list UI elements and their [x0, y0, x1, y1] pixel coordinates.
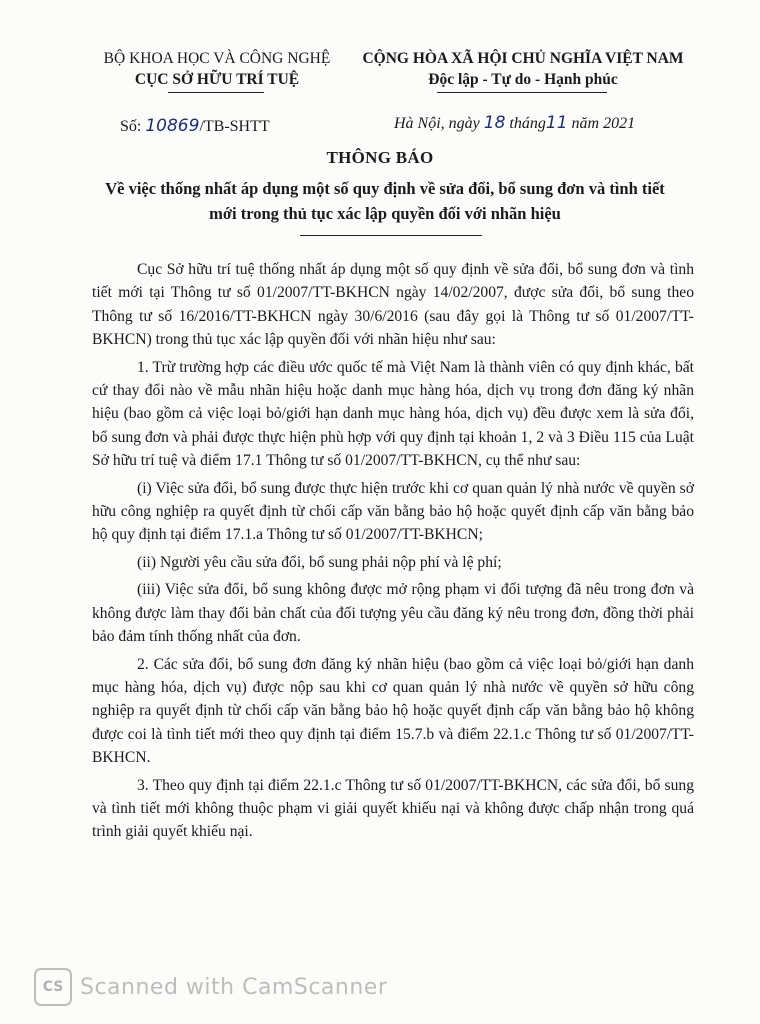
date-place: Hà Nội, ngày: [394, 115, 480, 132]
clause-1-item-iii: (iii) Việc sửa đổi, bổ sung không được mở rộng phạm vi đối tượng đã nêu trong đơn và không được làm thay đổi bản chất của đối tượng yêu cầu đăng ký nêu trong đơn, đồng thời phải bảo đảm tính thống nhất của đơn.: [92, 581, 694, 646]
national-motto: Độc lập - Tự do - Hạnh phúc: [428, 71, 618, 88]
clause-1-item-ii: (ii) Người yêu cầu sửa đổi, bổ sung phải nộp phí và lệ phí;: [137, 553, 502, 571]
clause-1-paragraph: 1. Trừ trường hợp các điều ước quốc tế mà Việt Nam là thành viên có quy định khác, bất cứ thay đổi nào về mẫu nhãn hiệu hoặc danh mục hàng hóa, dịch vụ trong đơn đăng ký nhãn hiệu (bao gồm cả việc loại bỏ/giới hạn danh mục hàng hóa, dịch vụ) đều được xem là sửa đổi, bổ sung đơn và phải được thực hiện phù hợp với quy định tại khoản 1, 2 và 3 Điều 115 của Luật Sở hữu trí tuệ và điểm 17.1 Thông tư số 01/2007/TT-BKHCN, cụ thể như sau:: [92, 358, 694, 470]
intro-paragraph: Cục Sở hữu trí tuệ thống nhất áp dụng một số quy định về sửa đổi, bổ sung đơn và tình tiết mới tại Thông tư số 01/2007/TT-BKHCN ngày 14/02/2007, được sửa đổi, bổ sung theo Thông tư số 16/2016/TT-BKHCN ngày 30/6/2016 (sau đây gọi là Thông tư số 01/2007/TT-BKHCN) trong thủ tục xác lập quyền đối với nhãn hiệu như sau:: [92, 261, 694, 349]
agency-name: CỤC SỞ HỮU TRÍ TUỆ: [134, 71, 300, 88]
clause-2-paragraph: 2. Các sửa đổi, bổ sung đơn đăng ký nhãn hiệu (bao gồm cả việc loại bỏ/giới hạn danh mục hàng hóa, dịch vụ) được nộp sau khi cơ quan quản lý nhà nước về quyền sở hữu công nghiệp ra quyết định từ chối cấp văn bằng bảo hộ hoặc quyết định cấp văn bằng bảo hộ không được coi là tình tiết mới theo quy định tại điểm 15.7.b và điểm 22.1.c Thông tư số 01/2007/TT-BKHCN.: [92, 655, 694, 767]
camscanner-text: Scanned with CamScanner: [80, 974, 388, 1000]
number-suffix: /TB-SHTT: [199, 118, 270, 135]
camscanner-logo-icon: CS: [34, 968, 72, 1006]
agency-underline: [168, 92, 264, 93]
country-name: CỘNG HÒA XÃ HỘI CHỦ NGHĨA VIỆT NAM: [362, 50, 684, 67]
date-line: [394, 113, 635, 133]
handwritten-number: 10869: [145, 116, 200, 136]
document-title: THÔNG BÁO: [326, 148, 434, 167]
date-month-label: tháng: [509, 115, 546, 132]
subtitle-underline: [300, 235, 482, 236]
handwritten-day: 18: [483, 113, 506, 133]
date-year: năm 2021: [571, 115, 636, 132]
document-number: [120, 116, 270, 136]
national-header: [358, 48, 688, 90]
handwritten-month: 11: [545, 113, 568, 133]
issuer-header: [72, 48, 362, 90]
document-body: [92, 258, 694, 848]
document-subtitle: Về việc thống nhất áp dụng một số quy định về sửa đổi, bổ sung đơn và tình tiết mới trong thủ tục xác lập quyền đối với nhãn hiệu: [105, 179, 665, 223]
number-prefix: Số:: [120, 118, 142, 135]
motto-underline: [437, 92, 607, 93]
clause-3-paragraph: 3. Theo quy định tại điểm 22.1.c Thông tư số 01/2007/TT-BKHCN, các sửa đổi, bổ sung và tình tiết mới không thuộc phạm vi giải quyết khiếu nại và không được chấp nhận trong quá trình giải quyết khiếu nại.: [92, 776, 694, 841]
camscanner-watermark: [34, 968, 387, 1006]
ministry-name: BỘ KHOA HỌC VÀ CÔNG NGHỆ: [103, 50, 331, 67]
clause-1-item-i: (i) Việc sửa đổi, bổ sung được thực hiện trước khi cơ quan quản lý nhà nước về quyền sở hữu công nghiệp ra quyết định từ chối cấp văn bằng bảo hộ hoặc quyết định cấp văn bằng bảo hộ quy định tại điểm 17.1.a Thông tư số 01/2007/TT-BKHCN;: [92, 479, 694, 544]
